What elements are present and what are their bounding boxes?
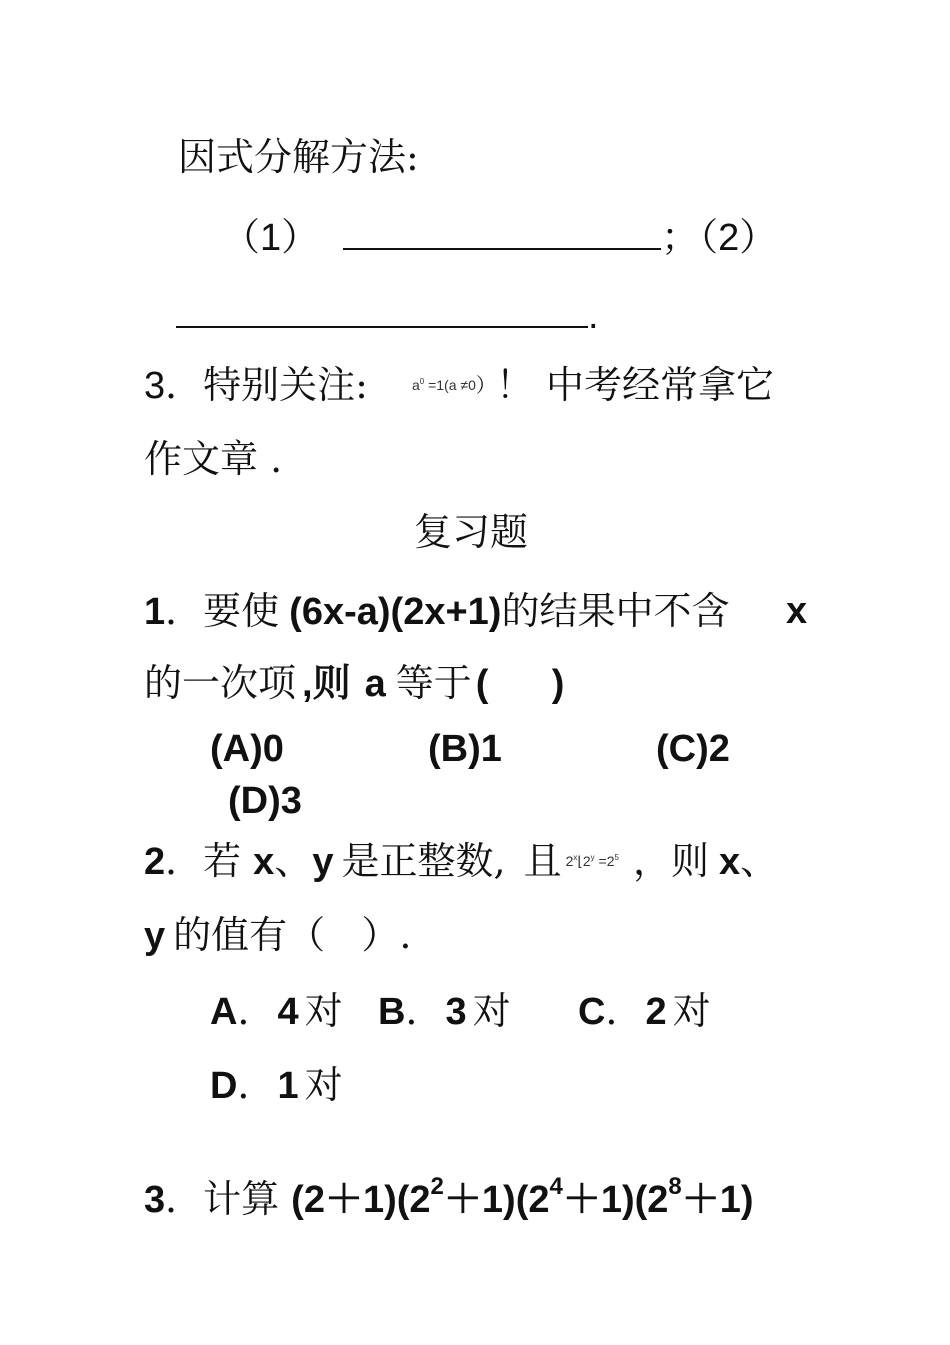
q2-text2: 是正整数, — [341, 839, 506, 883]
section-title: 复习题 — [414, 510, 529, 554]
q2-option-d[interactable]: D．1 对 — [210, 1063, 343, 1107]
q2-line1 — [144, 839, 779, 883]
special-note — [144, 363, 774, 407]
q2-line2 — [144, 913, 412, 957]
q1-text1: 要使 — [203, 589, 280, 633]
q2-y2: y — [144, 915, 166, 957]
q1-var-x: x — [786, 590, 808, 632]
q1-text3: 的一次项 — [144, 661, 297, 705]
q1-line2 — [144, 661, 565, 705]
zero-exponent-formula: $a^0 =1(a \ne 0$ — [411, 377, 476, 393]
blank-line-2 — [176, 292, 599, 335]
blank2-end: . — [588, 295, 599, 337]
q1-expression: (6x-a)(2x+1) — [289, 591, 502, 633]
q2-option-a[interactable]: A．4 对 — [210, 989, 343, 1033]
q2-y: y — [312, 841, 334, 883]
q1-option-d[interactable]: (D)3 — [228, 780, 302, 822]
note-after: ！ 中考经常拿它 — [495, 363, 774, 407]
q1-number: 1 — [144, 591, 166, 633]
q1-text5: 等于 — [395, 661, 472, 705]
answer-blank-2[interactable] — [176, 292, 588, 328]
q2-sep2: 、 — [740, 839, 779, 883]
semicolon: ； — [661, 215, 700, 259]
q3-text1: 计算 — [203, 1177, 280, 1221]
q3-dot: ． — [165, 1177, 204, 1221]
note-number: 3． — [144, 365, 204, 407]
q2-sep: 、 — [274, 839, 313, 883]
q2-text1: 若 — [203, 839, 242, 883]
method-title: 因式分解方法: — [178, 135, 419, 179]
q2-dot: ． — [165, 839, 204, 883]
blank2-label: （2） — [699, 217, 778, 259]
q2-text3: 且 — [523, 839, 562, 883]
q1-var-a: a — [364, 663, 386, 705]
blank-line-1 — [222, 214, 777, 257]
q3-expression: $(2+1)(2^2+1)(2^4+1)(2^8+1)$ — [291, 1173, 754, 1221]
formula-close: ） — [475, 373, 496, 397]
q1-text2: 的结果中不含 — [501, 589, 730, 633]
q2-option-b[interactable]: B．3 对 — [378, 989, 511, 1033]
q3-number: 3 — [144, 1179, 166, 1221]
blank1-label: （1） — [222, 217, 320, 259]
q1-option-c[interactable]: (C)2 — [656, 728, 730, 770]
q2-number: 2 — [144, 841, 166, 883]
special-note-line2: 作文章 . — [144, 437, 283, 481]
q2-power-formula: $2^x⌊2^y =2^5$ — [565, 853, 619, 869]
q2-x2: x — [718, 841, 741, 883]
q1-answer-paren: ( ) — [475, 663, 565, 705]
q2-text5: 的值有（ ）. — [173, 913, 412, 957]
q1-text4: ,则 — [302, 663, 351, 705]
q1-option-a[interactable]: (A)0 — [210, 728, 284, 770]
q1-line1 — [144, 589, 730, 633]
answer-blank-1[interactable] — [343, 214, 661, 250]
q1-dot: ． — [165, 589, 204, 633]
q2-text4: ，则 — [632, 839, 709, 883]
note-label: 特别关注: — [203, 363, 368, 407]
q2-x: x — [253, 841, 275, 883]
q3-line — [144, 1173, 754, 1221]
q2-option-c[interactable]: C．2 对 — [578, 989, 711, 1033]
q1-option-b[interactable]: (B)1 — [428, 728, 502, 770]
